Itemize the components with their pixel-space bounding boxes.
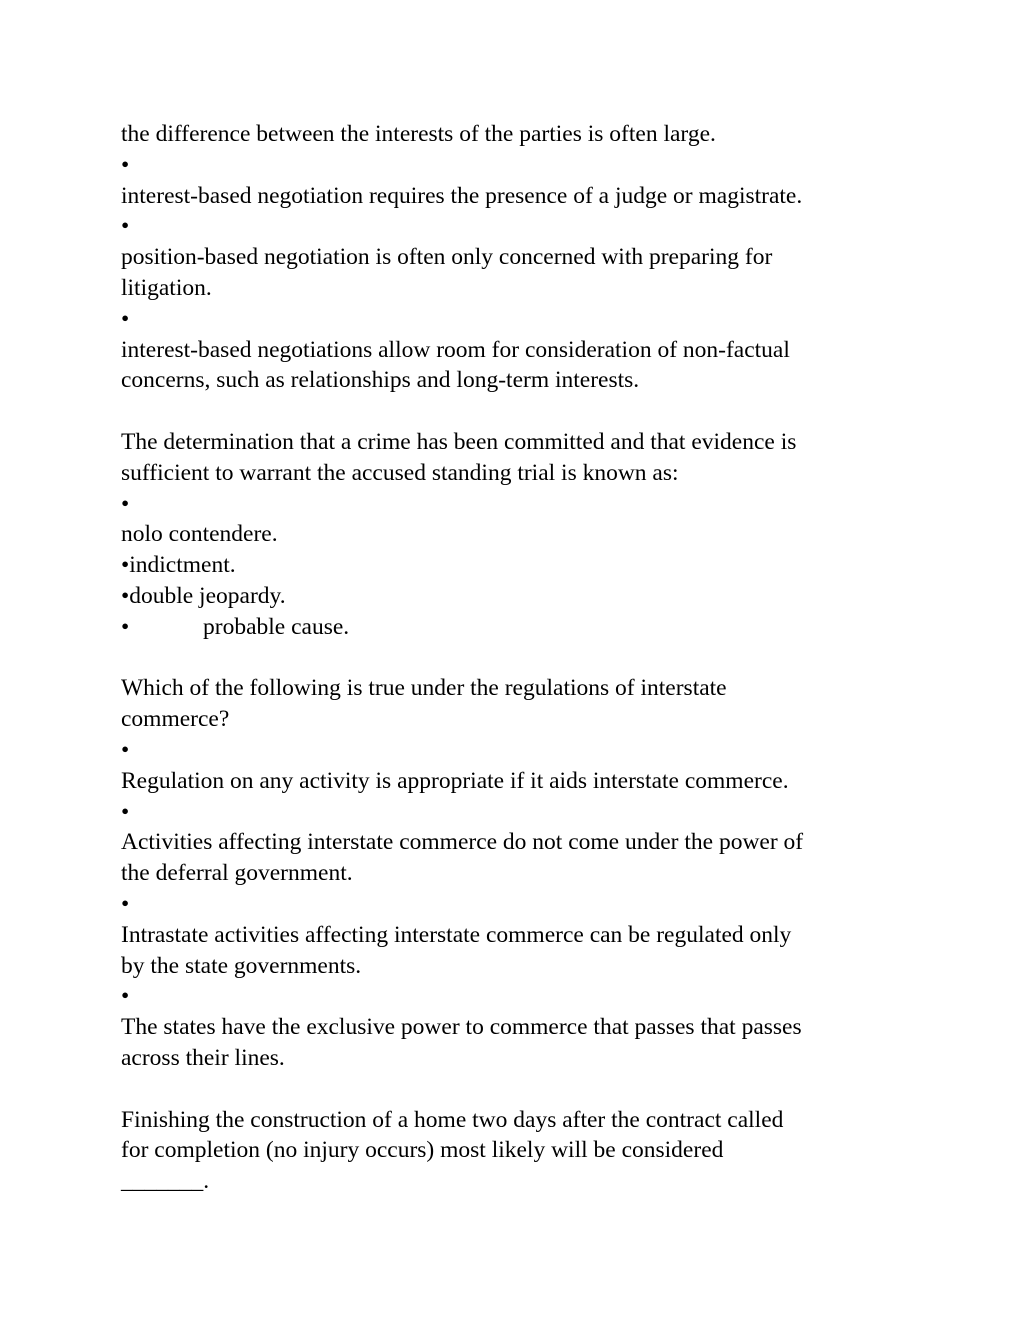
answer-option-label: probable cause. [203, 613, 350, 640]
answer-option-continuation: litigation. [121, 274, 212, 301]
bullet: • [121, 736, 130, 763]
bullet: • [121, 983, 130, 1010]
bullet: • [121, 890, 130, 917]
answer-option [121, 612, 921, 643]
question-text: Finishing the construction of a home two days after the contract called [121, 1106, 784, 1133]
answer-option-continuation: concerns, such as relationships and long-term interests. [121, 367, 640, 394]
answer-blank: _______. [121, 1168, 210, 1195]
bullet: • [121, 151, 130, 178]
answer-option: interest-based negotiations allow room for consideration of non-factual [121, 336, 790, 363]
answer-option: •indictment. [121, 552, 236, 579]
answer-option: position-based negotiation is often only concerned with preparing for [121, 244, 773, 271]
question-text: The determination that a crime has been committed and that evidence is [121, 428, 797, 455]
bullet: • [121, 613, 130, 640]
answer-option: The states have the exclusive power to commerce that passes that passes [121, 1014, 802, 1041]
answer-option-continuation: the deferral government. [121, 860, 353, 887]
bullet: • [121, 798, 130, 825]
document-page [121, 119, 921, 1197]
answer-option-continuation: across their lines. [121, 1044, 285, 1071]
answer-option: Activities affecting interstate commerce do not come under the power of [121, 829, 804, 856]
answer-option: Intrastate activities affecting interstate commerce can be regulated only [121, 921, 792, 948]
paragraph-gap [121, 643, 921, 674]
paragraph-gap [121, 1074, 921, 1105]
question-text: sufficient to warrant the accused standing trial is known as: [121, 459, 679, 486]
bullet: • [121, 490, 130, 517]
bullet: • [121, 213, 130, 240]
answer-option: Regulation on any activity is appropriate if it aids interstate commerce. [121, 767, 789, 794]
question-text: for completion (no injury occurs) most likely will be considered [121, 1137, 724, 1164]
answer-option-continuation: by the state governments. [121, 952, 362, 979]
question-text: commerce? [121, 706, 230, 733]
paragraph-gap [121, 396, 921, 427]
answer-option: the difference between the interests of the parties is often large. [121, 121, 716, 147]
answer-option: interest-based negotiation requires the presence of a judge or magistrate. [121, 182, 803, 209]
answer-option: •double jeopardy. [121, 582, 286, 609]
bullet: • [121, 305, 130, 332]
question-text: Which of the following is true under the regulations of interstate [121, 675, 727, 702]
answer-option: nolo contendere. [121, 521, 278, 548]
